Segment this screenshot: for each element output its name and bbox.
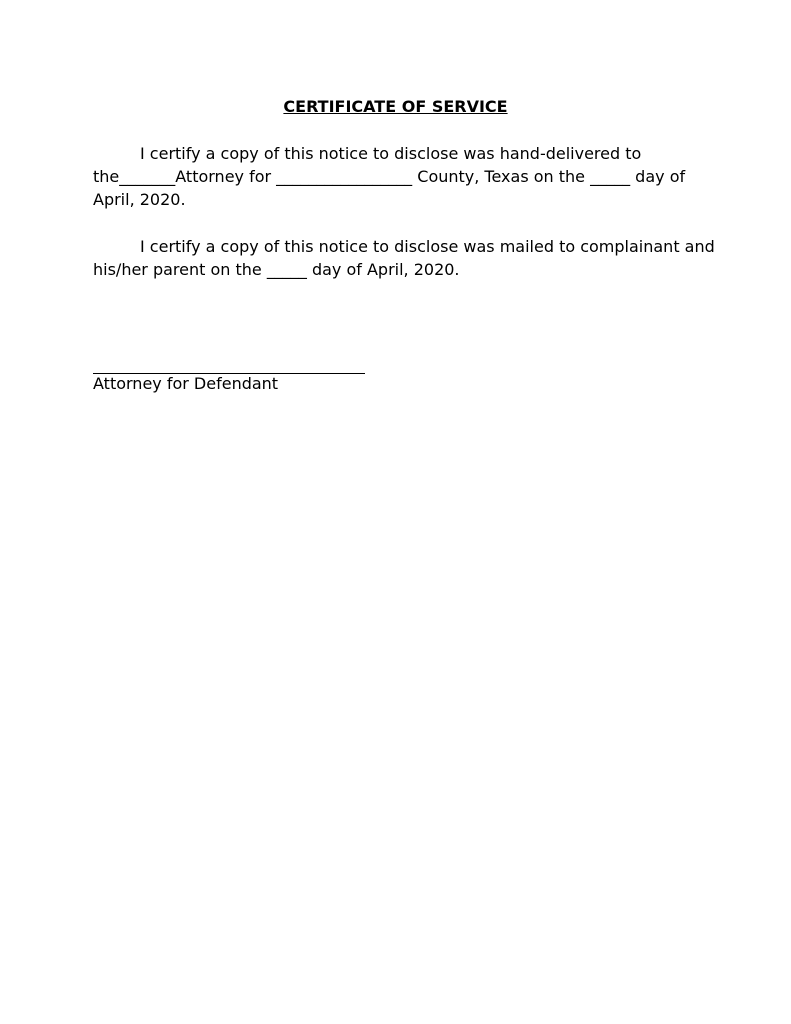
paragraph-1-line-1: I certify a copy of this notice to disclose was hand-delivered to (140, 144, 642, 163)
paragraph-1-line-2: the_______Attorney for _________________ County, Texas on the _____ day of (93, 167, 686, 186)
paragraph-2-line-1: I certify a copy of this notice to disclose was mailed to complainant and (140, 237, 715, 256)
signature-label: Attorney for Defendant (93, 374, 279, 393)
document-title: CERTIFICATE OF SERVICE (283, 97, 508, 116)
paragraph-1-line-3: April, 2020. (93, 190, 186, 209)
paragraph-2-line-2: his/her parent on the _____ day of April, 2020. (93, 260, 460, 279)
